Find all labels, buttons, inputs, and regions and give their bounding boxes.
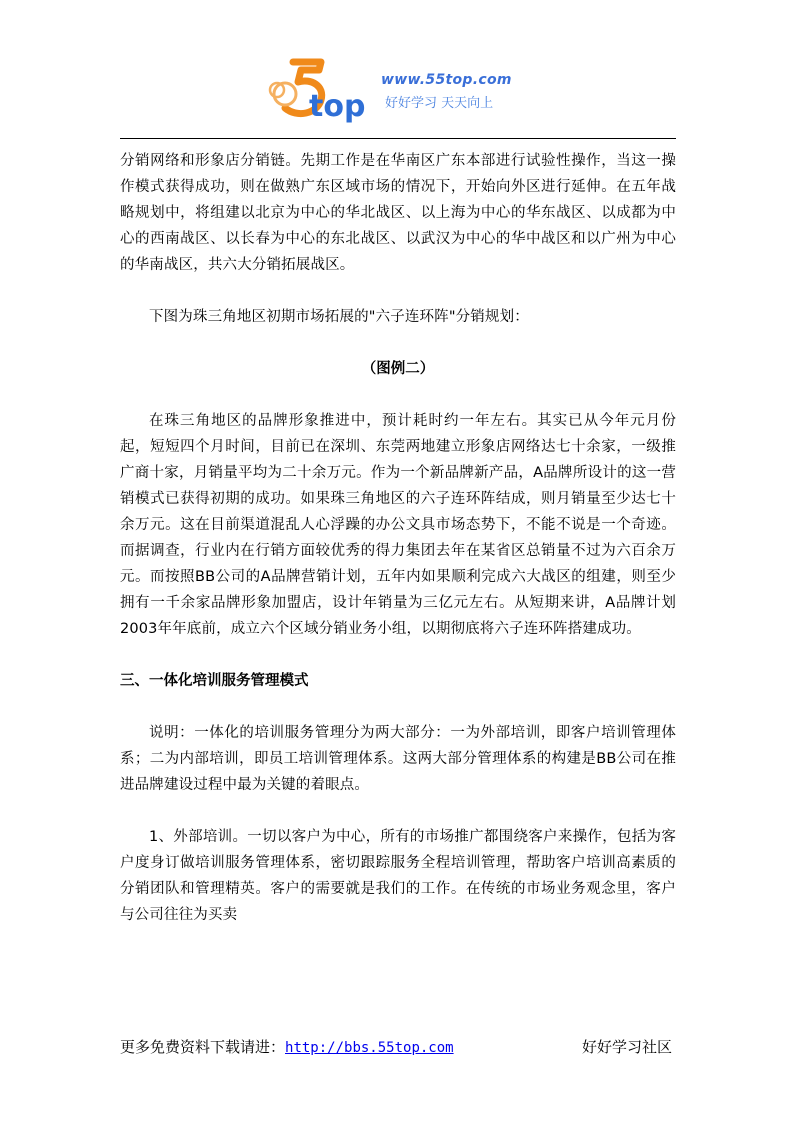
paragraph-external-training: 1、外部培训。一切以客户为中心，所有的市场推广都围绕客户来操作，包括为客户度身订做培训服务管理体系，密切跟踪服务全程培训管理，帮助客户培训高素质的分销团队和管理精英。客户的需要就是我们的工作。在传统的市场业务观念里，客户与公司往往为买卖 <box>120 829 676 923</box>
page-header <box>0 0 794 140</box>
logo-graphic <box>263 56 383 124</box>
header-divider <box>120 138 676 139</box>
footer-download-label: 更多免费资料下载请进： <box>120 1038 286 1056</box>
paragraph-training-explanation: 说明：一体化的培训服务管理分为两大部分：一为外部培训，即客户培训管理体系；二为内部培训，即员工培训管理体系。这两大部分管理体系的构建是BB公司在推进品牌建设过程中最为关键的着眼点。 <box>120 725 676 793</box>
footer-download-line <box>120 1036 454 1057</box>
paragraph-plan-intro: 下图为珠三角地区初期市场拓展的"六子连环阵"分销规划： <box>149 309 529 325</box>
logo-slogan-text: 好好学习 天天向上 <box>385 96 494 111</box>
footer-forum-link[interactable]: http://bbs.55top.com <box>285 1040 454 1056</box>
document-body <box>120 148 676 928</box>
logo-url-text: www.55top.com <box>381 72 512 88</box>
page-footer <box>120 1036 676 1060</box>
figure-caption: （图例二） <box>361 361 435 377</box>
site-logo[interactable] <box>263 56 533 124</box>
footer-community-name: 好好学习社区 <box>581 1038 672 1056</box>
section-heading: 三、一体化培训服务管理模式 <box>120 673 309 689</box>
paragraph-network: 分销网络和形象店分销链。先期工作是在华南区广东本部进行试验性操作，当这一操作模式获得成功，则在做熟广东区域市场的情况下，开始向外区进行延伸。在五年战略规划中，将组建以北京为中心的华北战区、以上海为中心的华东战区、以成都为中心的西南战区、以长春为中心的东北战区、以武汉为中心的华中战区和以广州为中心的华南战区，共六大分销拓展战区。 <box>120 153 676 273</box>
paragraph-brand-progress: 在珠三角地区的品牌形象推进中，预计耗时约一年左右。其实已从今年元月份起，短短四个月时间，目前已在深圳、东莞两地建立形象店网络达七十余家，一级推广商十家，月销量平均为二十余万元。作为一个新品牌新产品，A品牌所设计的这一营销模式已获得初期的成功。如果珠三角地区的六子连环阵结成，则月销量至少达七十余万元。这在目前渠道混乱人心浮躁的办公文具市场态势下，不能不说是一个奇迹。而据调查，行业内在行销方面较优秀的得力集团去年在某省区总销量不过为六百余万元。而按照BB公司的A品牌营销计划，五年内如果顺利完成六大战区的组建，则至少拥有一千余家品牌形象加盟店，设计年销量为三亿元左右。从短期来讲，A品牌计划2003年年底前，成立六个区域分销业务小组，以期彻底将六子连环阵搭建成功。 <box>120 413 676 637</box>
svg-text:top: top <box>309 89 366 124</box>
